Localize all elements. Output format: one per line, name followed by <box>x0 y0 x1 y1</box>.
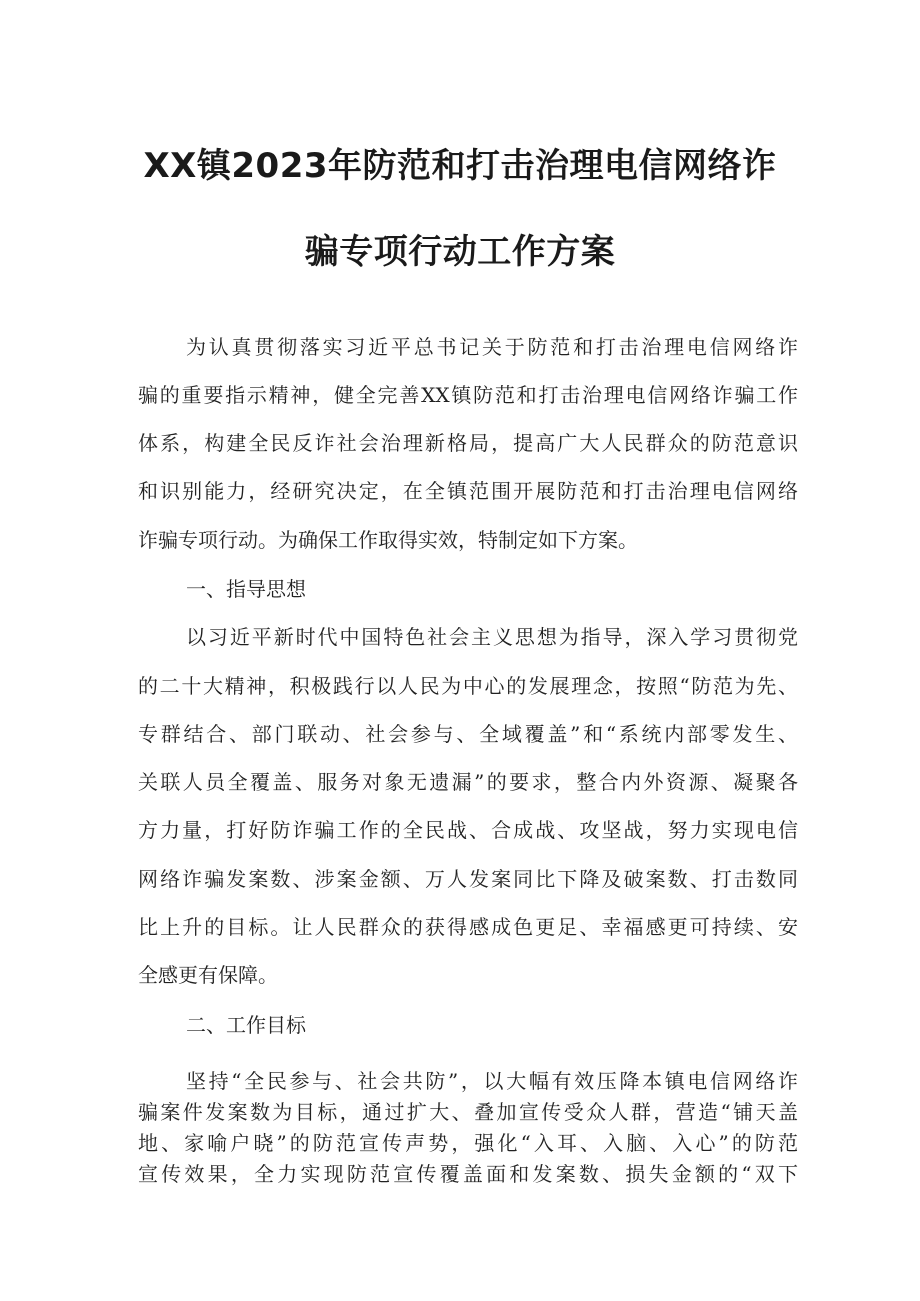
section1-line: 方力量，打好防诈骗工作的全民战、合成战、攻坚战，努力实现电信 <box>138 818 798 842</box>
section1-line: 全感更有保障。 <box>138 963 278 987</box>
intro-line: 为认真贯彻落实习近平总书记关于防范和打击治理电信网络诈 <box>186 335 798 359</box>
section1-line: 网络诈骗发案数、涉案金额、万人发案同比下降及破案数、打击数同 <box>138 867 798 891</box>
section2-line: 地、家喻户晓”的防范宣传声势，强化“入耳、入脑、入心”的防范 <box>138 1131 798 1155</box>
intro-line: 体系，构建全民反诈社会治理新格局，提高广大人民群众的防范意识 <box>138 431 798 455</box>
intro-line: 骗的重要指示精神，健全完善XX镇防范和打击治理电信网络诈骗工作 <box>138 383 798 407</box>
section1-line: 以习近平新时代中国特色社会主义思想为指导，深入学习贯彻党 <box>186 625 798 649</box>
section2-line: 宣传效果，全力实现防范宣传覆盖面和发案数、损失金额的“双下 <box>138 1162 798 1186</box>
section1-line: 的二十大精神，积极践行以人民为中心的发展理念，按照“防范为先、 <box>138 674 798 698</box>
section2-line: 骗案件发案数为目标，通过扩大、叠加宣传受众人群，营造“铺天盖 <box>138 1100 798 1124</box>
section-heading-work-goals: 二、工作目标 <box>186 1013 306 1037</box>
intro-line: 和识别能力，经研究决定，在全镇范围开展防范和打击治理电信网络 <box>138 479 798 503</box>
section1-line: 关联人员全覆盖、服务对象无遗漏”的要求，整合内外资源、凝聚各 <box>138 770 798 794</box>
intro-line: 诈骗专项行动。为确保工作取得实效，特制定如下方案。 <box>138 528 638 552</box>
section1-line: 比上升的目标。让人民群众的获得感成色更足、幸福感更可持续、安 <box>138 915 798 939</box>
document-title-line-2: 骗专项行动工作方案 <box>304 232 616 272</box>
section1-line: 专群结合、部门联动、社会参与、全域覆盖”和“系统内部零发生、 <box>138 722 798 746</box>
document-title-line-1: XX镇2023年防范和打击治理电信网络诈 <box>143 146 777 186</box>
section-heading-guiding-ideology: 一、指导思想 <box>186 577 306 601</box>
section2-line: 坚持“全民参与、社会共防”，以大幅有效压降本镇电信网络诈 <box>186 1069 798 1093</box>
